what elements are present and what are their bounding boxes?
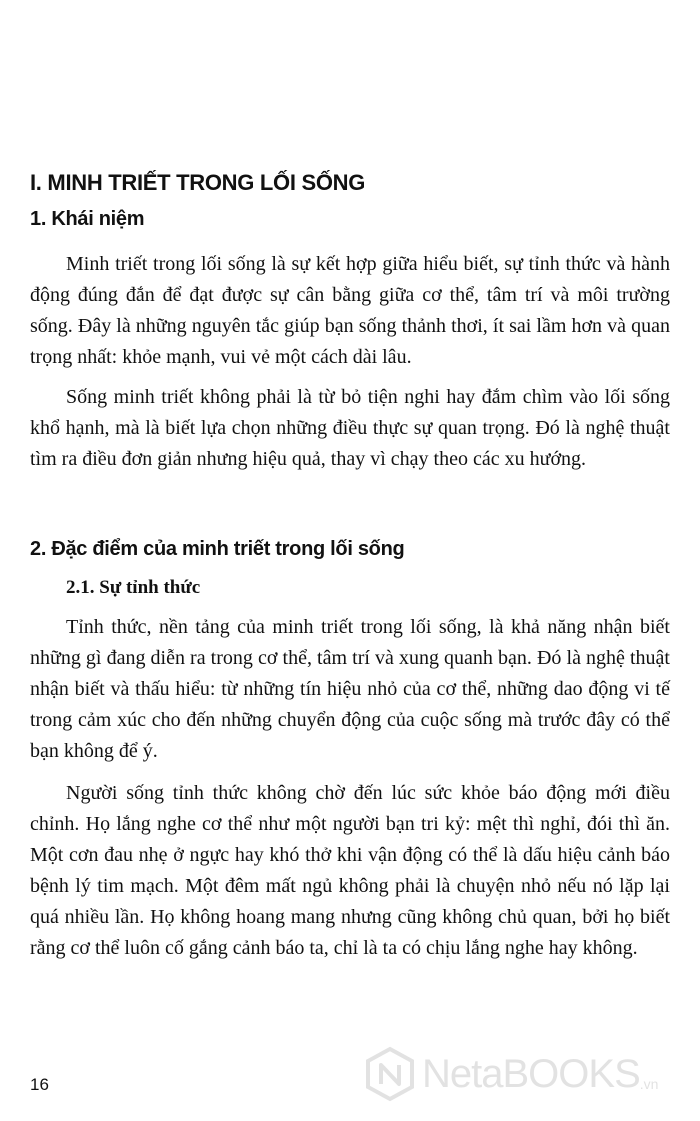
section-title: I. MINH TRIẾT TRONG LỐI SỐNG [30,170,366,195]
paragraph: Minh triết trong lối sống là sự kết hợp giữa hiểu biết, sự tỉnh thức và hành động đúng đắn để đạt được sự cân bằng giữa cơ thể, tâm trí và môi trường sống. Đây là những nguyên tắc giúp bạn sống thảnh thơi, ít sai lầm hơn và quan trọng nhất: khỏe mạnh, vui vẻ một cách dài lâu. [30,253,670,368]
subsection-title-characteristics: 2. Đặc điểm của minh triết trong lối sống [30,538,405,560]
netabooks-logo-icon [362,1046,418,1102]
paragraph: Người sống tỉnh thức không chờ đến lúc sức khỏe báo động mới điều chỉnh. Họ lắng nghe cơ thể như một người bạn tri kỷ: mệt thì nghỉ, đói thì ăn. Một cơn đau nhẹ ở ngực hay khó thở khi vận động có thể là dấu hiệu cảnh báo bệnh lý tim mạch. Một đêm mất ngủ không phải là chuyện nhỏ nếu nó lặp lại quá nhiều lần. Họ không hoang mang nhưng cũng không chủ quan, bởi họ biết rằng cơ thể luôn cố gắng cảnh báo ta, chỉ là ta có chịu lắng nghe hay không. [30,782,670,959]
page-number: 16 [30,1075,49,1094]
watermark [362,1046,658,1102]
watermark-suffix: .vn [639,1076,659,1092]
paragraph: Tỉnh thức, nền tảng của minh triết trong lối sống, là khả năng nhận biết những gì đang diễn ra trong cơ thể, tâm trí và xung quanh bạn. Đó là nghệ thuật nhận biết và thấu hiểu: từ những tín hiệu nhỏ của cơ thể, những dao động vi tế trong cảm xúc cho đến những chuyển động của cuộc sống mà trước đây có thể bạn không để ý. [30,616,670,762]
subsection-title-concept: 1. Khái niệm [30,208,145,230]
paragraph: Sống minh triết không phải là từ bỏ tiện nghi hay đắm chìm vào lối sống khổ hạnh, mà là biết lựa chọn những điều thực sự quan trọng. Đó là nghệ thuật tìm ra điều đơn giản nhưng hiệu quả, thay vì chạy theo các xu hướng. [30,386,670,470]
watermark-brand: NetaBOOKS [422,1051,640,1096]
sub-subsection-title-mindfulness: 2.1. Sự tỉnh thức [66,577,201,598]
